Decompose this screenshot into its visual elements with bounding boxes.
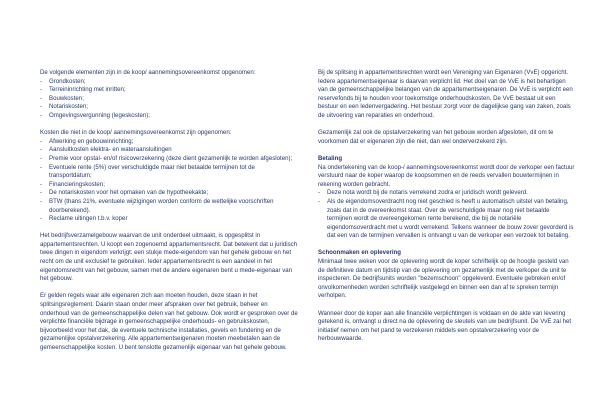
- payment-heading: Betaling: [318, 154, 343, 162]
- list-item: - Premie voor opstal- en/of risicoverzekering (deze dient gezamenlijk te worden afgesloten);: [40, 154, 293, 162]
- list-item: - Eventuele rente (5%) over verschuldigde maar niet betaalde termijnen tot de transportdatum;: [40, 163, 255, 180]
- list-item: - Terreininrichting met inritten;: [40, 86, 126, 94]
- list-item: - Bouwkosten;: [40, 94, 84, 102]
- list-item: - Afwerking en gebouwinrichting;: [40, 137, 134, 145]
- splitting-regulation-paragraph: Er gelden regels waar alle eigenaren zich aan moeten houden, deze staan in het splitsingsreglement. Daarin staan onder meer afspraken over het gebruik, beheer en onderhoud van de gemeenschappelijke delen van het gebouw. Ook wordt er gesproken over de verplichte financiële bijdrage in gemeenschappelijke onderhouds- en gebruikskosten, bijvoorbeeld voor het dak, de eventuele technische installaties, gevels en fundering en de gezamenlijke opstalverzekering. Alle appartementseigenaren moeten meebetalen aan de gemeenschappelijke kosten. U bent tenslotte gezamenlijk eigenaar van het gehele gebouw.: [40, 292, 298, 351]
- delivery-heading: Schoonmaken en oplevering: [318, 249, 401, 257]
- left-column: [40, 69, 298, 353]
- list-item: - Grondkosten;: [40, 77, 86, 85]
- list-item: - Als de eigendomsoverdracht nog niet geschied is heeft u automatisch uitstel van betaling, zoals dat in de overeenkomst staat. Over de verschuldigde maar nog niet betaalde termijnen wordt de overeengekomen rente berekend, die bij de notariële eigendomsoverdracht met u wordt verrekend. Telkens wanneer de bouw zover gevorderd is dat een van de termijnen vervallen is ontvangt u van de verkoper een verzoek tot betaling.: [318, 197, 574, 240]
- list-item: - De notariskosten voor het opmaken van de hypotheekakte;: [40, 189, 209, 197]
- included-costs-intro: De volgende elementen zijn in de koop/ aannemingsovereenkomst opgenomen:: [40, 69, 256, 76]
- vve-paragraph: Bij de splitsing in appartementsrechten wordt een Vereniging van Eigenaren (VvE) opgericht. Iedere appartementseigenaar is daarvan verplicht lid. Het doel van de VvE is het behartigen van de gemeenschappelijke belangen van de appartementseigenaren. De VvE is verplicht een reservefonds bij te houden voor toekomstige onderhoudskosten. De VvE bestaat uit een bestuur en een ledenvergadering. Het bestuur zorgt voor de dagelijkse gang van zaken, zoals de uitvoering van reparaties en onderhoud.: [318, 69, 573, 119]
- list-item: - BTW (thans 21%, eventuele wijzigingen worden conform de wettelijke voorschriften doorberekend).: [40, 197, 274, 214]
- insurance-paragraph: Gezamenlijk zal ook de opstalverzekering van het gebouw worden afgesloten, dit om te voorkomen dat er eigenaren zijn die niet, dan wel onderverzekerd zijn.: [318, 129, 554, 145]
- list-item: - Reclame uitingen t.b.v. koper: [40, 215, 128, 223]
- list-item: - Deze nota wordt bij de notaris verrekend zodra er juridisch wordt geleverd.: [318, 189, 528, 197]
- keys-paragraph: Wanneer door de koper aan alle financiële verplichtingen is voldaan en de akte van levering getekend is, ontvangt u direct na de oplevering de sleutels van uw bedrijfsunit. De VvE zal het initiatief nemen om het pand te verzekeren middels een opstalverzekering voor de herbouwwaarde.: [318, 309, 572, 343]
- right-column: [318, 69, 576, 344]
- payment-paragraph: Na ondertekening van de koop-/ aannemingsovereenkomst wordt door de verkoper een factuur verstuurd naar de koper waarop de koopsommen en de reeds vervallen bouwtermijnen in rekening worden gebracht.: [318, 163, 575, 188]
- list-item: - Notariskosten;: [40, 103, 88, 111]
- delivery-paragraph: Minimaal twee weken voor de oplevering wordt de koper schriftelijk op de hoogte gesteld van de definitieve datum en tijdstip van de oplevering om gezamenlijk met de verkoper de unit te inspecteren. De bedrijfsunits worden "bezemschoon" opgeleverd. Eventuele gebreken en/of onvolkomenheden worden schriftelijk vastgelegd en binnen een dan af te spreken termijn verholpen.: [318, 258, 569, 300]
- apartment-rights-paragraph: Het bedrijfsverzamelgebouw waarvan de unit onderdeel uitmaakt, is opgesplitst in appartementsrechten. U koopt een zogenoemd appartementsrecht. Dat betekent dat u juridisch twee dingen in eigendom verkrijgt: een stukje mede-eigendom van het gehele gebouw en het recht om de unit exclusief te gebruiken. Ieder appartementsrecht is een aandeel in het eigendomsrecht van het gebouw, samen met de andere eigenaren bent u mede-eigenaar van het gebouw.: [40, 232, 298, 283]
- included-costs-list: [40, 78, 298, 121]
- list-item: - Aansluitkosten elektra- en wateraansluitingen: [40, 146, 172, 154]
- excluded-costs-intro: Kosten die niet in de koop/ aannemingsovereenkomst zijn opgenomen:: [40, 129, 232, 137]
- list-item: - Omgevingsvergunning (legeskosten);: [40, 111, 150, 119]
- payment-list: [318, 189, 576, 241]
- excluded-costs-list: [40, 138, 298, 224]
- list-item: - Financieringskosten;: [40, 180, 105, 188]
